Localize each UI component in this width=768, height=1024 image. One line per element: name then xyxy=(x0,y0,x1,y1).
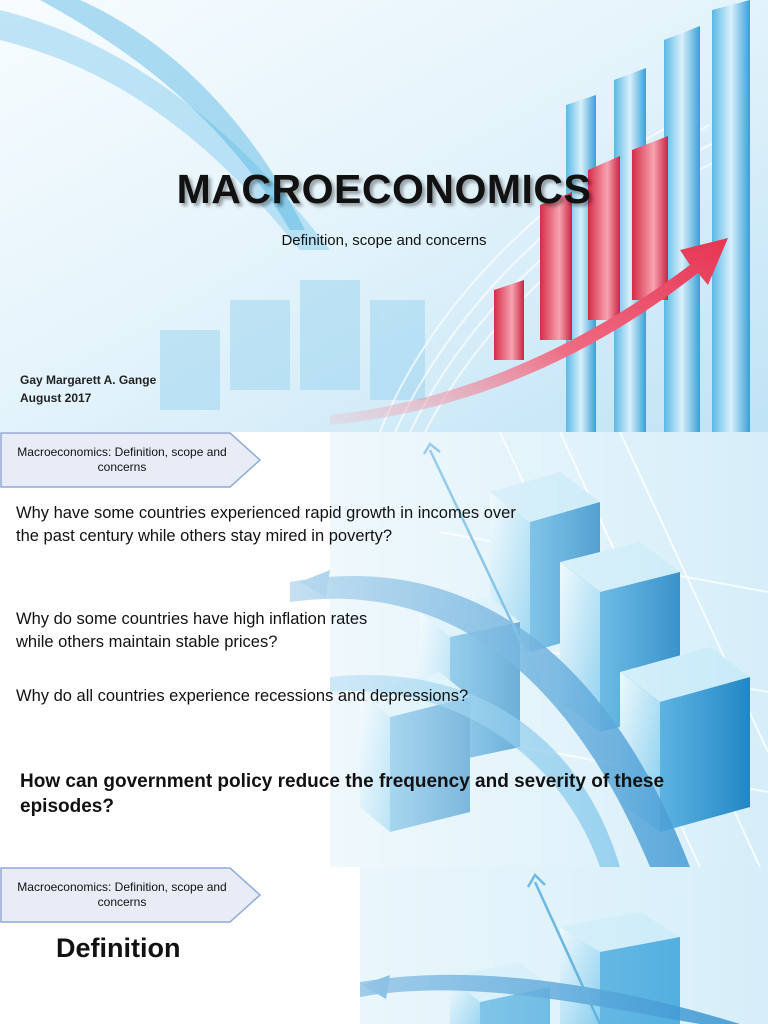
slide-title: MACROECONOMICS xyxy=(176,166,592,212)
title-slide xyxy=(0,0,768,432)
section-tag xyxy=(0,867,262,923)
section-tag xyxy=(0,432,262,488)
slide-subtitle: Definition, scope and concerns xyxy=(281,232,487,249)
definition-heading: Definition xyxy=(56,933,181,963)
section-tag-label: Macroeconomics: Definition, scope and concerns xyxy=(17,445,227,474)
questions-slide xyxy=(0,432,768,867)
section-tag-label: Macroeconomics: Definition, scope and concerns xyxy=(17,880,227,909)
question-growth: Why have some countries experienced rapid growth in incomes over the past century while others stay mired in poverty? xyxy=(16,504,516,545)
question-recessions: Why do all countries experience recessions and depressions? xyxy=(16,687,469,705)
presentation-date: August 2017 xyxy=(20,391,92,405)
growth-chart-background-graphic xyxy=(0,0,768,432)
author-name: Gay Margarett A. Gange xyxy=(20,373,157,387)
definition-slide xyxy=(0,867,768,1024)
question-government-policy: How can government policy reduce the frequency and severity of these episodes? xyxy=(20,771,665,817)
question-inflation: Why do some countries have high inflation rates while others maintain stable prices? xyxy=(16,610,368,651)
